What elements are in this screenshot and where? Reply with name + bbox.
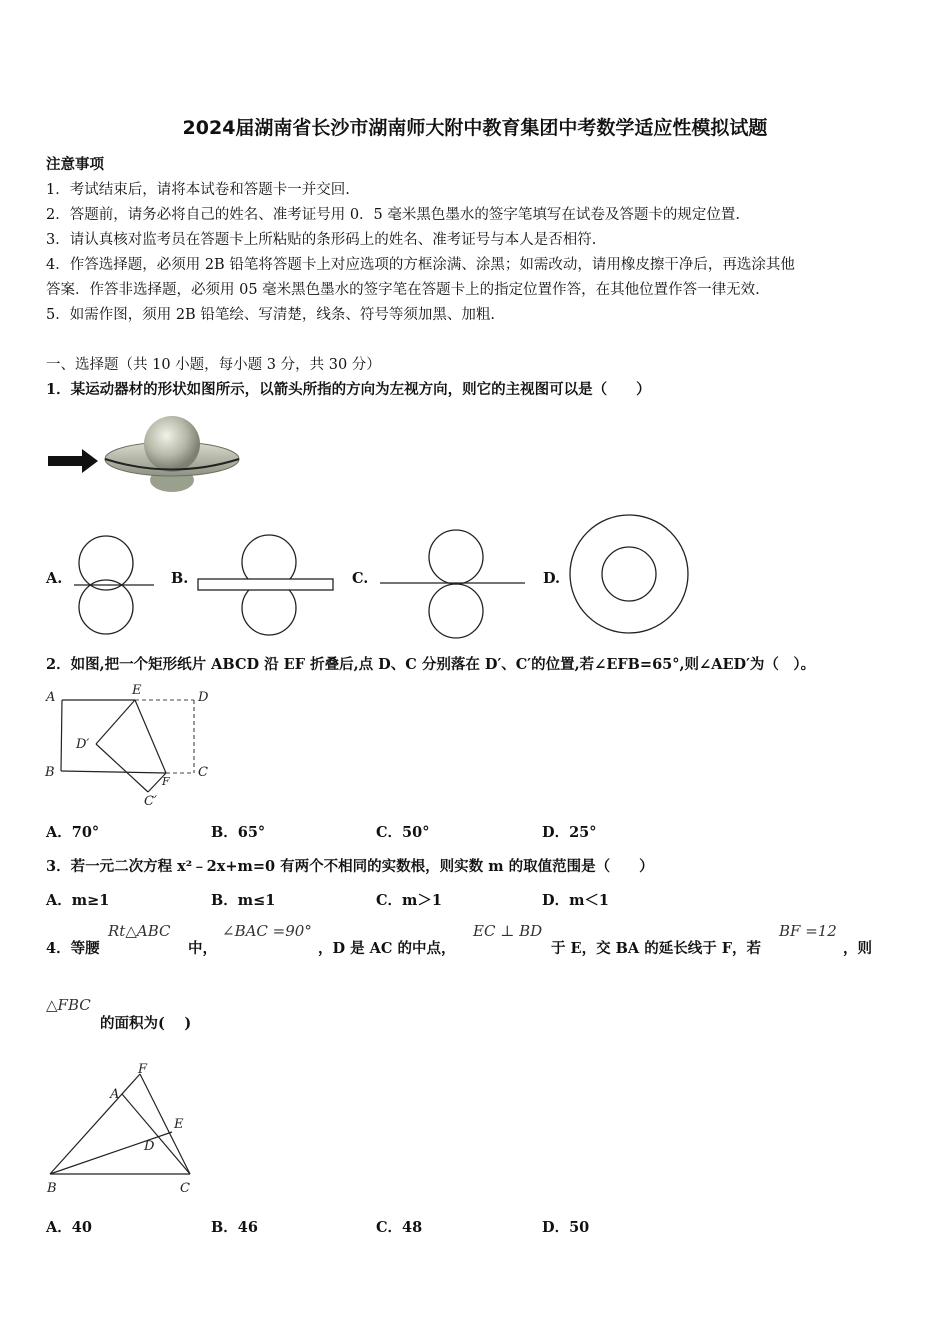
q4-option-a: A．40 — [46, 1219, 92, 1236]
q3-option-a: A．m≥1 — [46, 892, 110, 909]
label-c: C — [180, 1181, 190, 1196]
label-c-prime: C′ — [144, 794, 157, 809]
section-heading: 一、选择题（共 10 小题，每小题 3 分，共 30 分） — [46, 357, 381, 373]
q3-stem: 3．若一元二次方程 x²﹣2x+m=0 有两个不相同的实数根，则实数 m 的取值范围是（ ） — [46, 858, 654, 875]
q1-option-a-label: A. — [46, 570, 63, 587]
q4-math-angle: ∠BAC =90° — [222, 922, 312, 940]
label-a: A — [46, 690, 56, 705]
label-b: B — [47, 1181, 57, 1196]
label-f: F — [138, 1062, 148, 1077]
q1-option-d-figure — [568, 514, 692, 636]
label-c: C — [198, 765, 208, 780]
q3-option-d: D．m＜1 — [542, 892, 610, 909]
q2-option-d: D．25° — [542, 824, 597, 841]
q2-stem: 2．如图,把一个矩形纸片 ABCD 沿 EF 折叠后,点 D、C 分别落在 D′、C′的位置,若∠EFB=65°,则∠AED′为（ ）。 — [46, 656, 816, 673]
notes-item: 2．答题前，请务必将自己的姓名、准考证号用 0．5 毫米黑色墨水的签字笔填写在试卷及答题卡的规定位置. — [46, 207, 740, 223]
q4-option-c: C．48 — [376, 1219, 423, 1236]
label-e: E — [174, 1117, 184, 1132]
page-title: 2024届湖南省长沙市湖南师大附中教育集团中考数学适应性模拟试题 — [182, 117, 768, 139]
q4-math-triangle-fbc: △FBC — [46, 996, 91, 1014]
q2-option-a: A．70° — [46, 824, 100, 841]
q2-option-c: C．50° — [376, 824, 430, 841]
q4-text-mid2: ，D 是 AC 的中点， — [318, 940, 456, 957]
notes-item: 答案．作答非选择题，必须用 05 毫米黑色墨水的签字笔在答题卡上的指定位置作答，在其他位置作答一律无效. — [46, 282, 760, 298]
label-f: F — [162, 775, 170, 788]
q3-option-b: B．m≤1 — [211, 892, 276, 909]
q4-option-d: D．50 — [542, 1219, 590, 1236]
q1-option-a-figure — [72, 536, 156, 634]
notes-item: 3．请认真核对监考员在答题卡上所粘贴的条形码上的姓名、准考证号与本人是否相符. — [46, 232, 597, 248]
q1-option-b-figure — [197, 536, 335, 634]
q4-math-rt-triangle: Rt△ABC — [108, 922, 171, 940]
q1-option-b-label: B. — [171, 570, 189, 587]
q1-option-d-label: D. — [543, 570, 561, 587]
q4-prefix: 4．等腰 — [46, 940, 100, 957]
q4-text-mid1: 中， — [188, 940, 217, 957]
q4-text-mid3: 于 E，交 BA 的延长线于 F，若 — [551, 940, 762, 957]
label-d: D — [198, 690, 209, 705]
notes-item: 5．如需作图，须用 2B 铅笔绘、写清楚，线条、符号等须加黑、加粗. — [46, 307, 495, 323]
label-d: D — [144, 1139, 155, 1154]
q4-triangle-figure — [44, 1060, 204, 1200]
q1-object-figure — [46, 410, 241, 502]
q1-option-c-label: C. — [352, 570, 369, 587]
q4-math-bf: BF =12 — [779, 922, 837, 940]
notes-item: 1．考试结束后，请将本试卷和答题卡一并交回. — [46, 182, 350, 198]
q3-option-c: C．m＞1 — [376, 892, 442, 909]
q1-option-c-figure — [378, 534, 528, 634]
label-d-prime: D′ — [76, 737, 90, 752]
q4-option-b: B．46 — [211, 1219, 258, 1236]
notes-heading: 注意事项 — [46, 156, 104, 173]
q2-option-b: B．65° — [211, 824, 266, 841]
notes-item: 4．作答选择题，必须用 2B 铅笔将答题卡上对应选项的方框涂满、涂黑；如需改动，请用橡皮擦干净后，再选涂其他 — [46, 257, 795, 273]
q1-stem: 1．某运动器材的形状如图所示，以箭头所指的方向为左视方向，则它的主视图可以是（ ） — [46, 381, 651, 398]
label-e: E — [132, 683, 142, 698]
q4-math-perpendicular: EC ⊥ BD — [473, 922, 543, 940]
q4-line2: 的面积为( ) — [100, 1015, 192, 1032]
q4-text-suffix: ，则 — [843, 940, 872, 957]
q2-fold-figure — [44, 684, 216, 810]
label-b: B — [45, 765, 55, 780]
label-a: A — [110, 1087, 120, 1102]
